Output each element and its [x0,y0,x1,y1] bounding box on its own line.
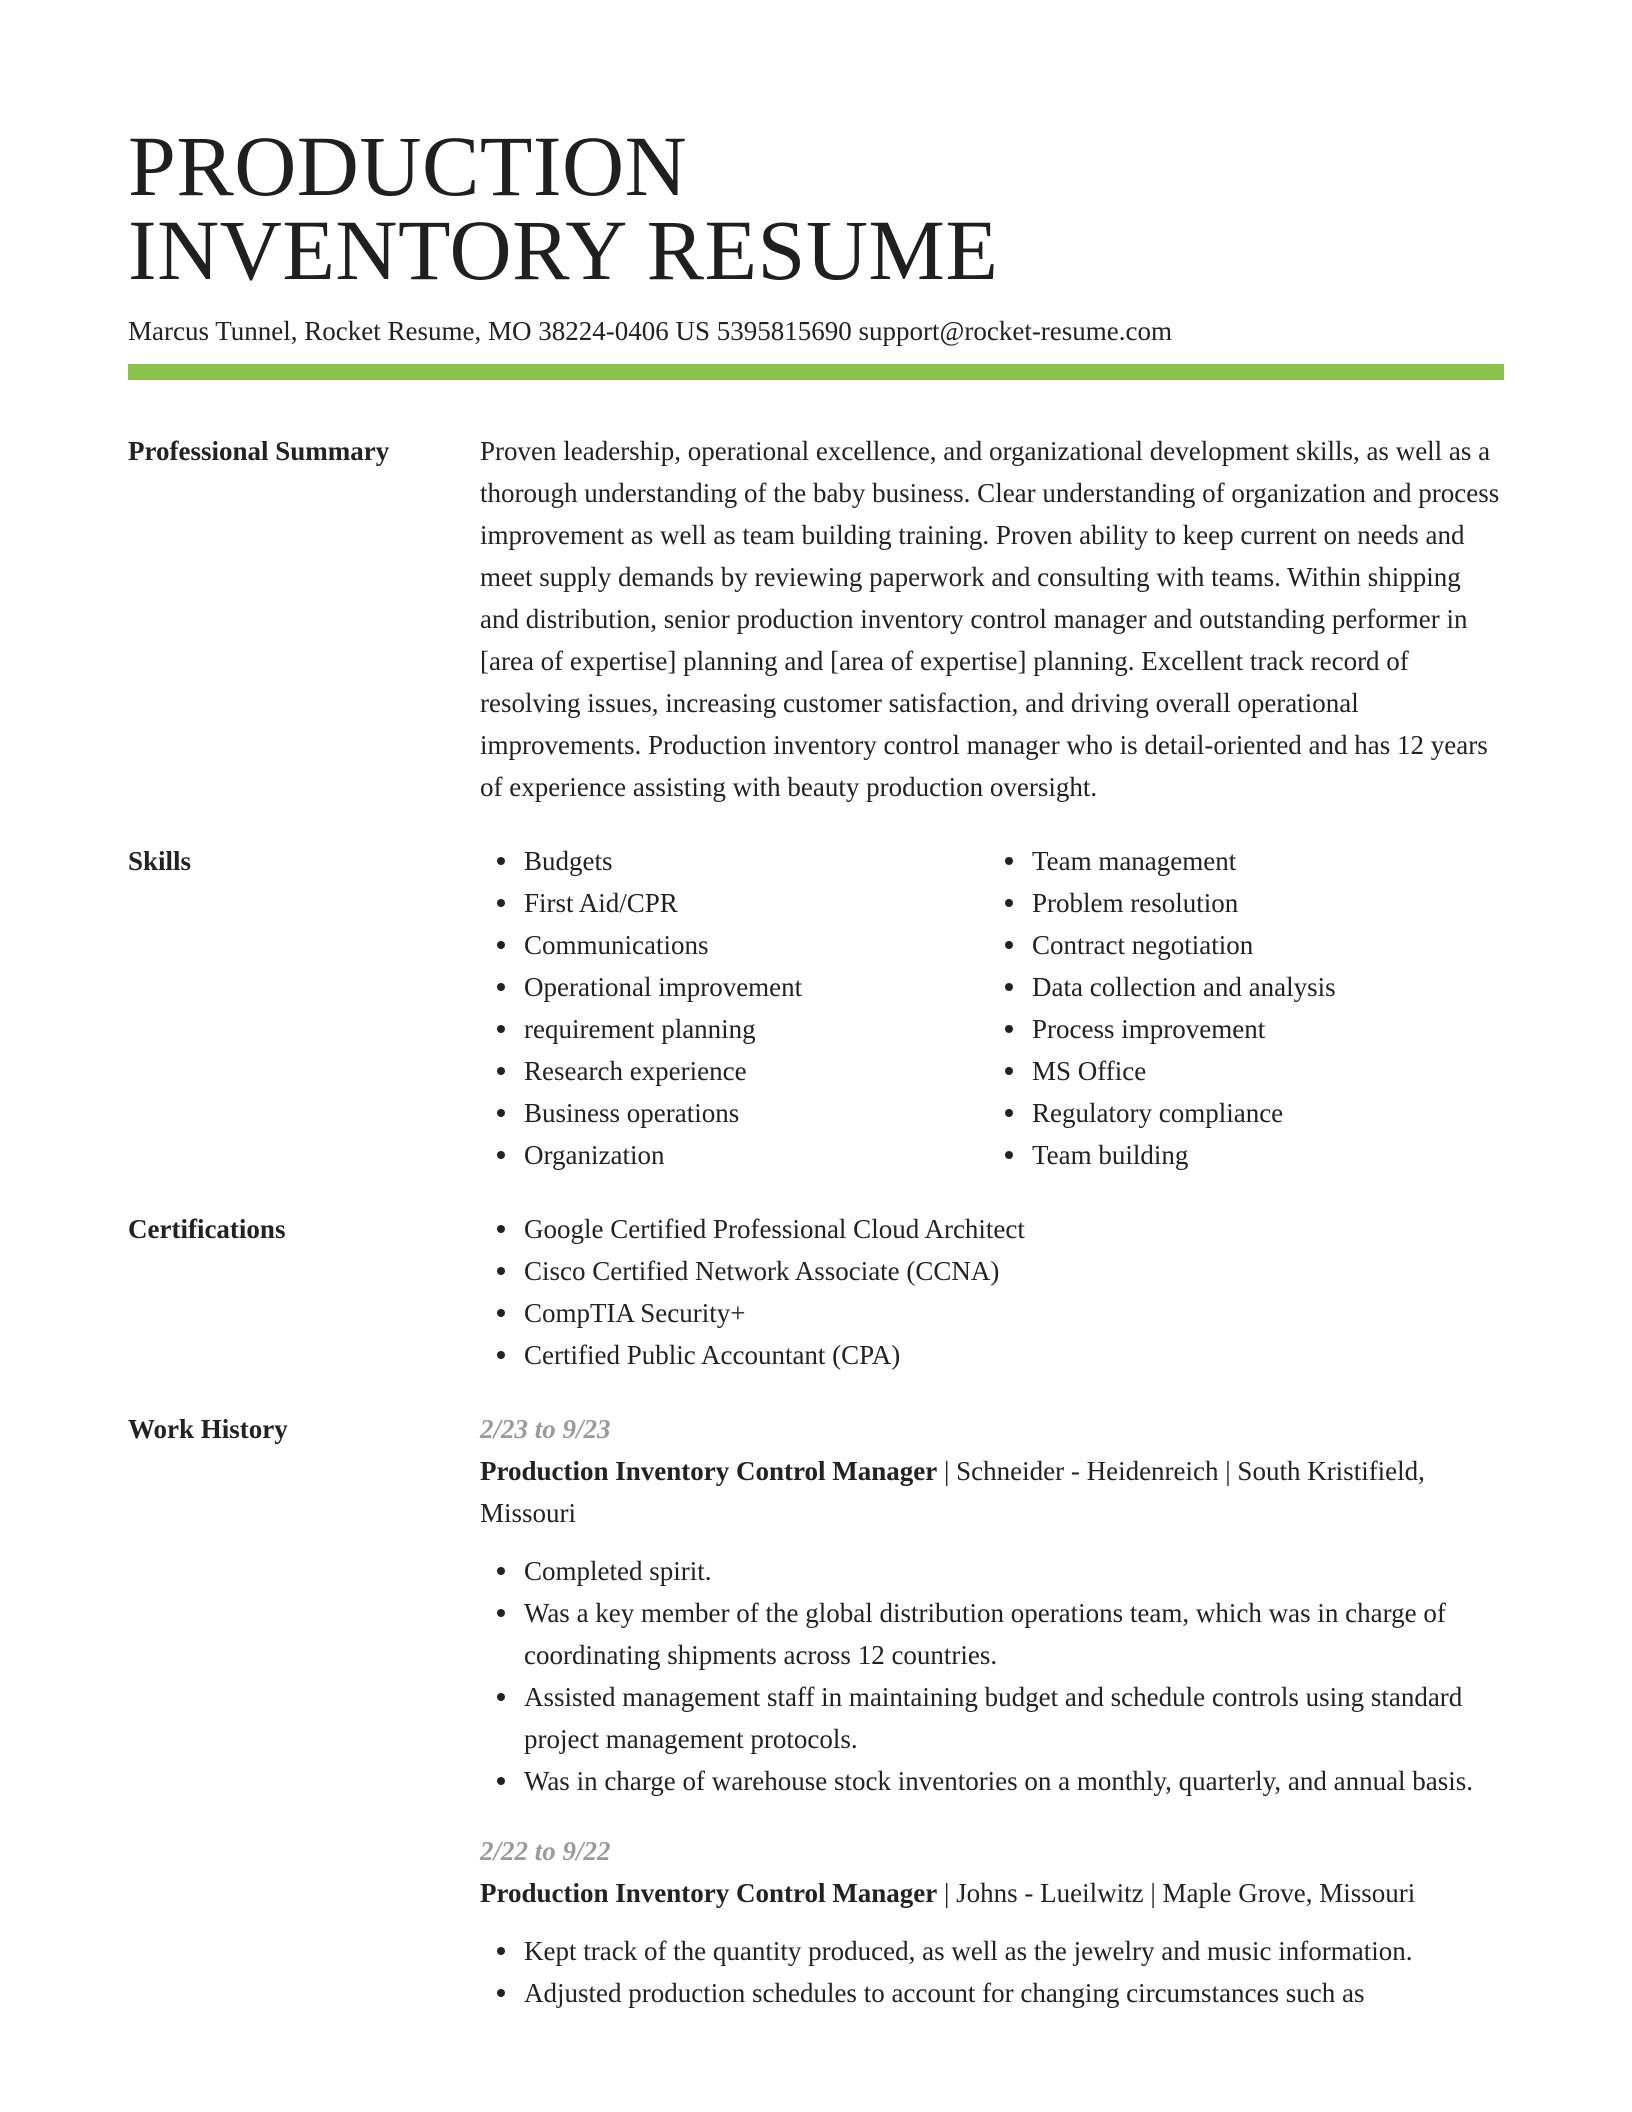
skill-item: Operational improvement [524,966,984,1008]
job-bullet: Completed spirit. [524,1550,1504,1592]
skill-item: Team building [1032,1134,1492,1176]
skill-item: Regulatory compliance [1032,1092,1492,1134]
professional-summary-section [128,430,1504,808]
skill-item: Communications [524,924,984,966]
summary-text: Proven leadership, operational excellence, and organizational development skills, as well as a thorough understanding of the baby business. Clear understanding of organization and process improvement as well as team building training. Proven ability to keep current on needs and meet supply demands by reviewing paperwork and consulting with teams. Within shipping and distribution, senior production inventory control manager and outstanding performer in [area of expertise] planning and [area of expertise] planning. Excellent track record of resolving issues, increasing customer satisfaction, and driving overall operational improvements. Production inventory control manager who is detail-oriented and has 12 years of experience assisting with beauty production oversight. [480,436,1500,802]
skill-item: requirement planning [524,1008,984,1050]
certifications-list [480,1208,1504,1376]
job-entry [480,1830,1504,2014]
skill-item: Business operations [524,1092,984,1134]
job-dates: 2/22 to 9/22 [480,1836,611,1866]
certification-item: CompTIA Security+ [524,1292,1504,1334]
skill-item: Organization [524,1134,984,1176]
job-heading [480,1450,1504,1534]
job-bullet: Kept track of the quantity produced, as well as the jewelry and music information. [524,1930,1504,1972]
skill-item: Problem resolution [1032,882,1492,924]
skill-item: Process improvement [1032,1008,1492,1050]
skill-item: MS Office [1032,1050,1492,1092]
resume-title-line-2: INVENTORY RESUME [128,202,999,298]
skill-item: Contract negotiation [1032,924,1492,966]
skills-columns [480,840,1504,1176]
certification-item: Cisco Certified Network Associate (CCNA) [524,1250,1504,1292]
section-label-summary: Professional Summary [128,436,390,466]
certification-item: Google Certified Professional Cloud Architect [524,1208,1504,1250]
job-bullets [480,1930,1504,2014]
job-dates: 2/23 to 9/23 [480,1414,611,1444]
job-bullet: Was in charge of warehouse stock inventories on a monthly, quarterly, and annual basis. [524,1760,1504,1802]
skill-item: Research experience [524,1050,984,1092]
work-history-body [480,1408,1504,2042]
certification-item: Certified Public Accountant (CPA) [524,1334,1504,1376]
skill-item: Budgets [524,840,984,882]
job-details: | Johns - Lueilwitz | Maple Grove, Missouri [937,1878,1416,1908]
skills-list-right [984,840,1492,1176]
skill-item: Team management [1032,840,1492,882]
certifications-body [480,1208,1504,1376]
job-title: Production Inventory Control Manager [480,1456,938,1486]
skill-item: First Aid/CPR [524,882,984,924]
resume-title-line-1: PRODUCTION [128,118,688,214]
work-history-section [128,1408,1504,2042]
section-label-skills: Skills [128,846,192,876]
skill-item: Data collection and analysis [1032,966,1492,1008]
job-bullet: Adjusted production schedules to account for changing circumstances such as [524,1972,1504,2014]
skills-list-left [480,840,984,1176]
resume-title [128,118,1504,298]
accent-divider [128,364,1504,380]
resume-page [128,118,1504,2042]
job-details: | Schneider - Heidenreich | South Kristifield, Missouri [480,1456,1425,1528]
skills-section [128,840,1504,1176]
contact-info: Marcus Tunnel, Rocket Resume, MO 38224-0406 US 5395815690 support@rocket-resume.com [128,316,1173,346]
job-bullet: Was a key member of the global distribution operations team, which was in charge of coordinating shipments across 12 countries. [524,1592,1504,1676]
job-heading [480,1872,1504,1914]
section-label-certifications: Certifications [128,1214,286,1244]
job-bullet: Assisted management staff in maintaining budget and schedule controls using standard project management protocols. [524,1676,1504,1760]
section-label-work-history: Work History [128,1414,288,1444]
job-entry [480,1408,1504,1802]
certifications-section [128,1208,1504,1376]
job-bullets [480,1550,1504,1802]
job-title: Production Inventory Control Manager [480,1878,938,1908]
